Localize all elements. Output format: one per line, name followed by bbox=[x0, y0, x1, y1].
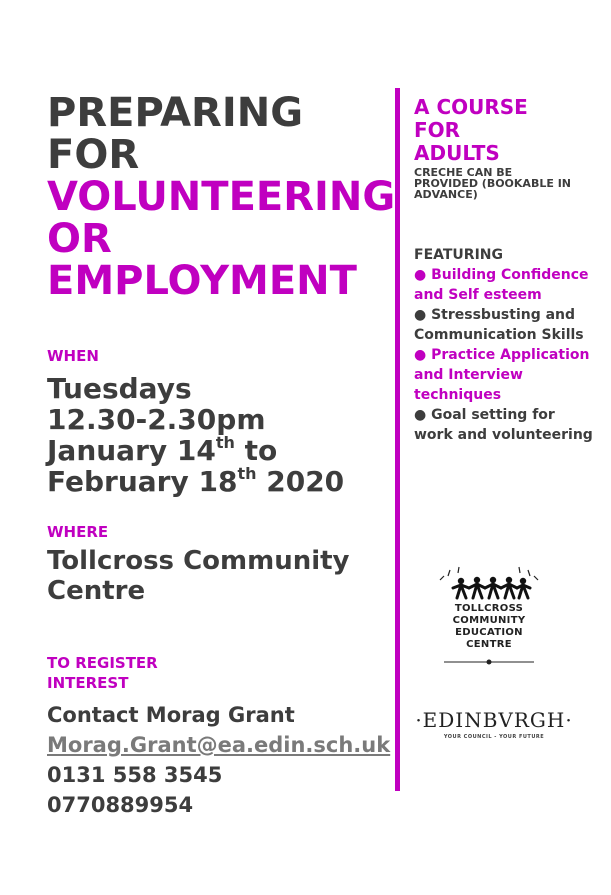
list-item: ● Stressbusting and Communication Skills bbox=[414, 307, 584, 343]
edinburgh-wordmark: ·EDINBVRGH· bbox=[415, 708, 573, 732]
when-start: January 14th to bbox=[47, 433, 278, 467]
course-line-1: A COURSE bbox=[414, 95, 528, 119]
title-line-employment: EMPLOYMENT bbox=[47, 258, 357, 304]
contact-name: Contact Morag Grant bbox=[47, 703, 295, 727]
phone-2: 0770889954 bbox=[47, 793, 194, 817]
email-link[interactable]: Morag.Grant@ea.edin.sch.uk bbox=[47, 733, 391, 757]
tollcross-logo bbox=[436, 566, 542, 666]
course-heading bbox=[414, 96, 599, 165]
title-line-or: OR bbox=[47, 216, 112, 262]
tollcross-line-3: EDUCATION bbox=[455, 627, 523, 638]
featuring-list bbox=[414, 245, 594, 445]
course-line-3: ADULTS bbox=[414, 141, 500, 165]
phone-1: 0131 558 3545 bbox=[47, 763, 223, 787]
when-details bbox=[47, 373, 344, 497]
where-label: WHERE bbox=[47, 523, 109, 541]
edinburgh-logo bbox=[404, 708, 584, 748]
list-item: ● Goal setting for work and volunteering bbox=[414, 407, 593, 443]
course-line-2: FOR bbox=[414, 118, 461, 142]
when-end: February 18th 2020 bbox=[47, 464, 345, 498]
tollcross-underline-icon bbox=[444, 659, 534, 665]
when-time: 12.30-2.30pm bbox=[47, 403, 266, 436]
vertical-divider bbox=[395, 88, 400, 791]
where-place: Tollcross Community Centre bbox=[47, 546, 350, 606]
tollcross-figures-icon bbox=[436, 566, 542, 602]
contact-block bbox=[47, 700, 390, 820]
flyer-title bbox=[47, 92, 395, 302]
title-line-volunteering: VOLUNTEERING bbox=[47, 174, 396, 220]
register-label: TO REGISTER INTEREST bbox=[47, 654, 158, 692]
list-item: ● Practice Application and Interview techniques bbox=[414, 347, 590, 403]
featuring-heading: FEATURING bbox=[414, 247, 503, 263]
when-day: Tuesdays bbox=[47, 372, 192, 405]
title-line-preparing: PREPARING bbox=[47, 90, 304, 136]
when-label: WHEN bbox=[47, 347, 99, 365]
tollcross-line-1: TOLLCROSS bbox=[454, 603, 524, 614]
creche-note: CRECHE CAN BE PROVIDED (BOOKABLE IN ADVANCE) bbox=[414, 166, 571, 201]
edinburgh-tagline: YOUR COUNCIL - YOUR FUTURE bbox=[443, 734, 545, 740]
title-line-for: FOR bbox=[47, 132, 140, 178]
tollcross-line-4: CENTRE bbox=[466, 639, 512, 650]
list-item: ● Building Confidence and Self esteem bbox=[414, 267, 589, 303]
tollcross-line-2: COMMUNITY bbox=[452, 615, 526, 626]
